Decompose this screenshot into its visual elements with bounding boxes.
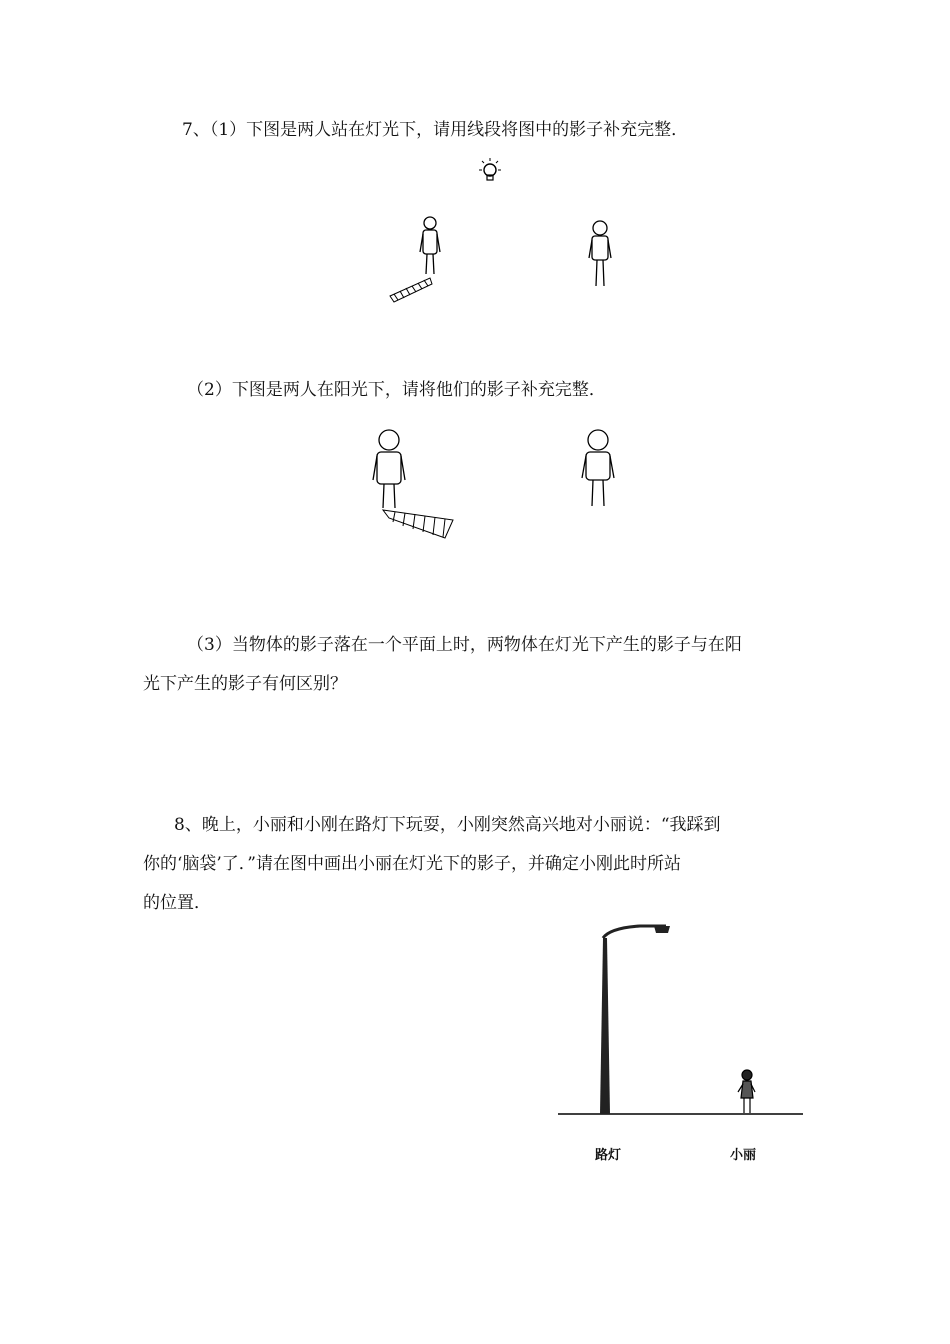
person-left-sun-figure (373, 430, 405, 508)
person-left-figure (420, 217, 440, 274)
girl-label: 小丽 (730, 1148, 757, 1163)
shadow-left-figure (390, 278, 432, 302)
shadow-sun-figure (383, 510, 453, 538)
q7-part3-line1: （3）当物体的影子落在一个平面上时，两物体在灯光下产生的影子与在阳 (187, 635, 742, 655)
q7-part1-text: 7、（1）下图是两人站在灯光下，请用线段将图中的影子补充完整． (182, 120, 689, 140)
light-bulb-icon (479, 158, 501, 180)
q8-line2: 你的‘脑袋’了．”请在图中画出小丽在灯光下的影子，并确定小刚此时所站 (143, 854, 681, 874)
lamp-light-figure (370, 150, 640, 310)
lamp-label: 路灯 (595, 1148, 622, 1163)
person-right-sun-figure (582, 430, 614, 506)
q8-line1: 8、晚上，小丽和小刚在路灯下玩耍，小刚突然高兴地对小丽说：“我踩到 (174, 815, 721, 835)
person-right-figure (589, 221, 611, 286)
q7-part2-text: （2）下图是两人在阳光下，请将他们的影子补充完整． (187, 380, 606, 400)
q8-line3: 的位置． (143, 893, 211, 913)
sunlight-figure (355, 420, 635, 550)
q7-part3-line2: 光下产生的影子有何区别？ (143, 674, 347, 694)
streetlamp-figure (550, 920, 810, 1140)
street-lamp-icon (600, 926, 670, 1114)
girl-figure (738, 1070, 755, 1113)
